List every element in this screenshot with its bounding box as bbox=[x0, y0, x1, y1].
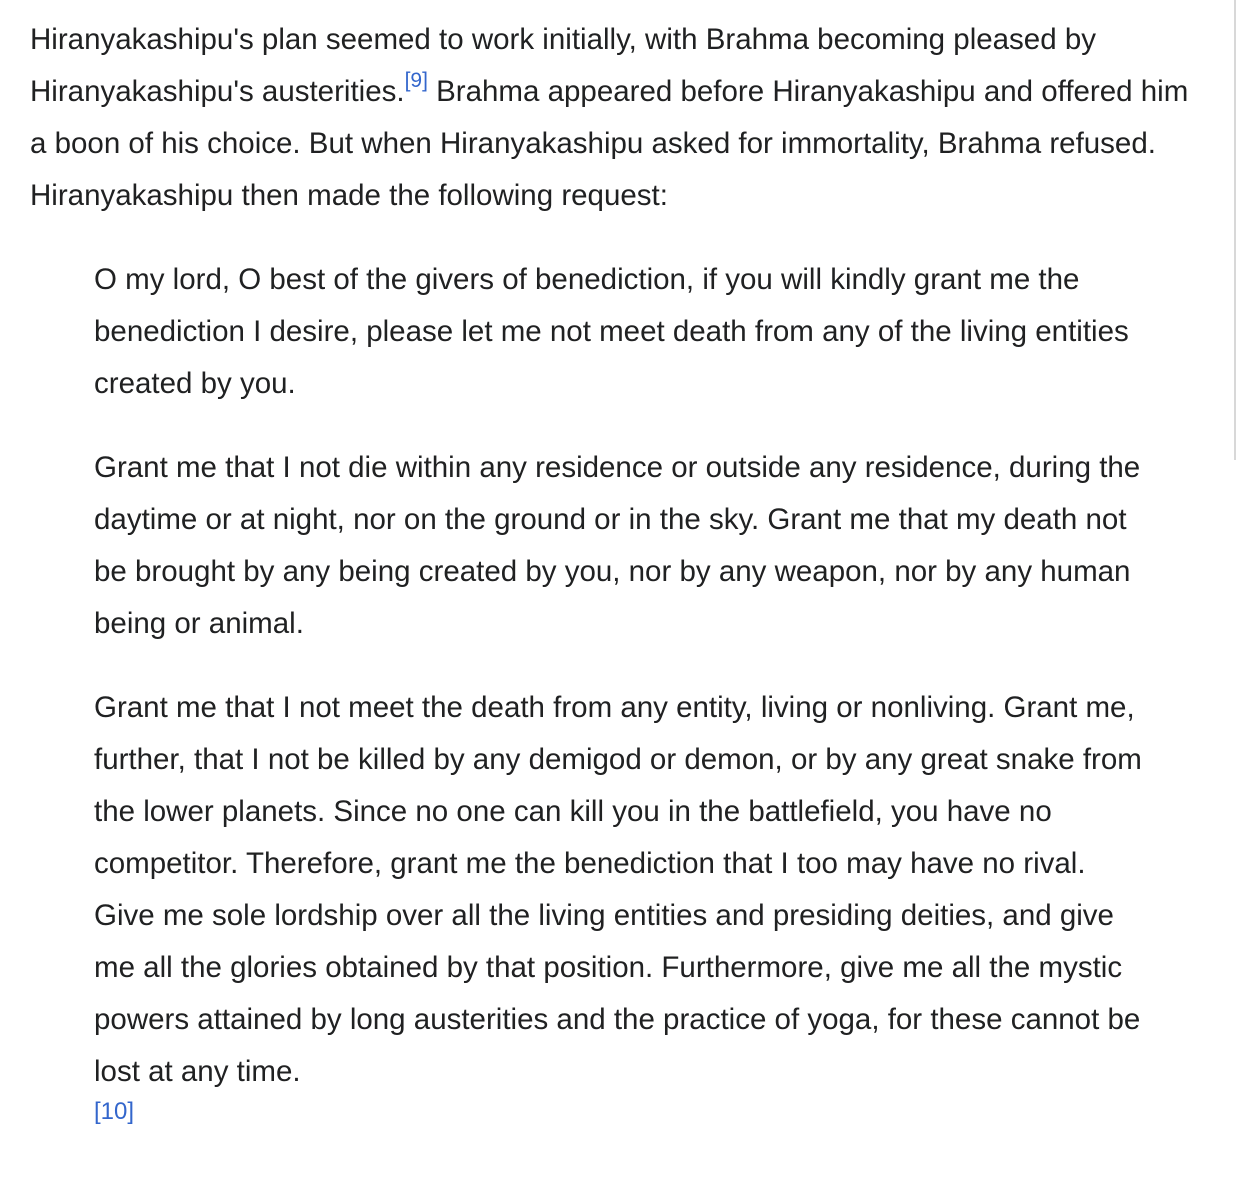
intro-text-before-ref: Hiranyakashipu's plan seemed to work initially, with Brahma becoming pleased by Hiranyakashipu's austerities. bbox=[30, 23, 1096, 108]
quote-paragraph-3: Grant me that I not meet the death from any entity, living or nonliving. Grant me, further, that I not be killed by any demigod or demon, or by any great snake from the lower planets. Since no one can kill you in the battlefield, you have no competitor. Therefore, grant me the benediction that I too may have no rival. Give me sole lordship over all the living entities and presiding deities, and give me all the glories obtained by that position. Furthermore, give me all the mystic powers attained by long austerities and the practice of yoga, for these cannot be lost at any time. bbox=[94, 691, 1142, 1088]
quote-paragraph-1: O my lord, O best of the givers of benediction, if you will kindly grant me the benediction I desire, please let me not meet death from any of the living entities created by you. bbox=[94, 263, 1129, 400]
citation-10-link[interactable]: [10] bbox=[94, 1098, 135, 1125]
quote-paragraph-2: Grant me that I not die within any residence or outside any residence, during the daytime or at night, nor on the ground or in the sky. Grant me that my death not be brought by any being created by you, nor by any weapon, nor by any human being or animal. bbox=[94, 451, 1141, 640]
article-content bbox=[30, 14, 1200, 1126]
blockquote bbox=[94, 254, 1154, 1126]
intro-paragraph bbox=[30, 14, 1200, 222]
citation-9-link[interactable]: [9] bbox=[404, 69, 428, 93]
citation-9[interactable] bbox=[405, 69, 428, 92]
intro-text-after-ref: Brahma appeared before Hiranyakashipu and offered him a boon of his choice. But when Hiranyakashipu asked for immortality, Brahma refused. Hiranyakashipu then made the following request: bbox=[30, 75, 1189, 212]
